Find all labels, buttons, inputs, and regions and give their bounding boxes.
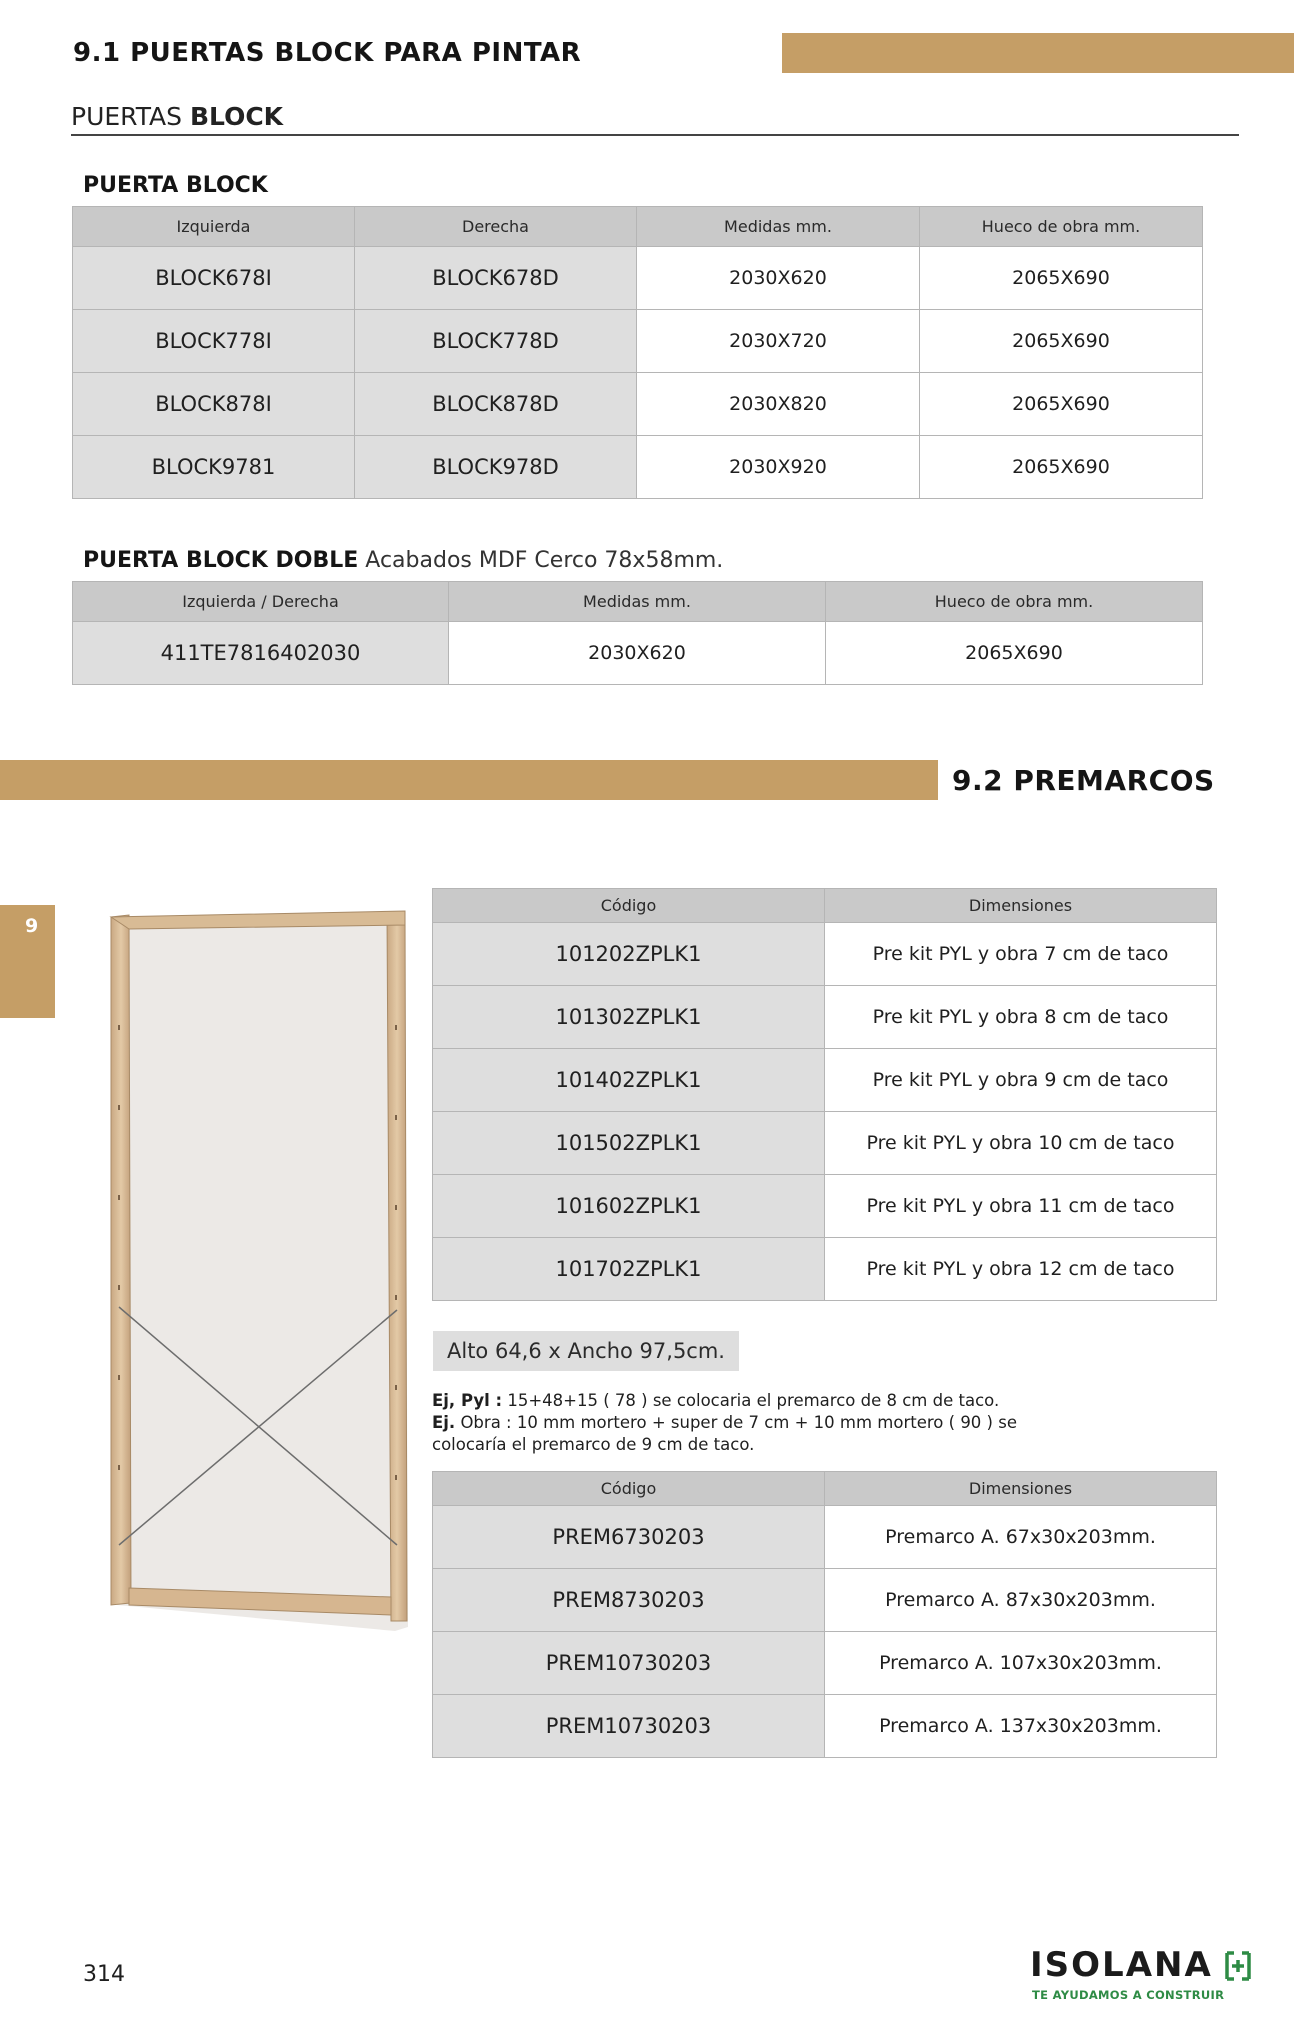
subsection-title [71,102,283,131]
right-code-cell: BLOCK978D [355,436,637,499]
left-code-cell: BLOCK878I [73,373,355,436]
table-row [433,986,1217,1049]
code-cell: 411TE7816402030 [73,622,449,685]
code-cell: PREM8730203 [433,1569,825,1632]
isolana-logo [1030,1945,1230,2005]
dimension-cell: Premarco A. 107x30x203mm. [825,1632,1217,1695]
code-cell: PREM10730203 [433,1695,825,1758]
opening-cell: 2065X690 [920,436,1203,499]
column-header: Dimensiones [825,1472,1217,1506]
premarcos-table [432,1471,1217,1758]
subsection-divider [71,134,1239,136]
left-code-cell: BLOCK778I [73,310,355,373]
table-title-puerta-block: PUERTA BLOCK [83,173,268,198]
logo-tagline: TE AYUDAMOS A CONSTRUIR [1032,1988,1225,2002]
right-code-cell: BLOCK778D [355,310,637,373]
code-cell: 101202ZPLK1 [433,923,825,986]
dimension-cell: Pre kit PYL y obra 11 cm de taco [825,1175,1217,1238]
chapter-number: 9 [25,915,39,937]
code-cell: 101702ZPLK1 [433,1238,825,1301]
example-line-pyl [432,1390,1212,1412]
column-header: Medidas mm. [637,207,920,247]
dimension-cell: Premarco A. 87x30x203mm. [825,1569,1217,1632]
example-label: Ej, Pyl : [432,1391,503,1410]
measure-cell: 2030X820 [637,373,920,436]
table-row [433,1175,1217,1238]
left-code-cell: BLOCK678I [73,247,355,310]
column-header: Código [433,1472,825,1506]
section-accent-bar [0,760,938,800]
size-note-box: Alto 64,6 x Ancho 97,5cm. [433,1331,739,1371]
opening-cell: 2065X690 [920,310,1203,373]
premarco-frame-image [105,905,415,1635]
example-text: Obra : 10 mm mortero + super de 7 cm + 10 mm mortero ( 90 ) se [455,1413,1017,1432]
code-cell: 101402ZPLK1 [433,1049,825,1112]
dimension-cell: Premarco A. 137x30x203mm. [825,1695,1217,1758]
code-cell: 101302ZPLK1 [433,986,825,1049]
table-row [433,1632,1217,1695]
dimension-cell: Pre kit PYL y obra 12 cm de taco [825,1238,1217,1301]
code-cell: 101602ZPLK1 [433,1175,825,1238]
page-number: 314 [83,1962,125,1987]
premarcos-kit-table [432,888,1217,1301]
column-header: Medidas mm. [449,582,826,622]
opening-cell: 2065X690 [920,247,1203,310]
example-note [432,1390,1212,1456]
column-header: Derecha [355,207,637,247]
measure-cell: 2030X920 [637,436,920,499]
chapter-tab [0,905,55,1018]
example-line-obra-cont: colocaría el premarco de 9 cm de taco. [432,1435,755,1454]
example-label: Ej. [432,1413,456,1432]
top-accent-bar [782,33,1294,73]
dimension-cell: Pre kit PYL y obra 9 cm de taco [825,1049,1217,1112]
table-row [433,1049,1217,1112]
table-row [73,247,1203,310]
right-code-cell: BLOCK678D [355,247,637,310]
logo-wordmark: ISOLANA [1030,1945,1213,1985]
measure-cell: 2030X620 [449,622,826,685]
table-row [73,310,1203,373]
table-row [433,1695,1217,1758]
code-cell: 101502ZPLK1 [433,1112,825,1175]
right-code-cell: BLOCK878D [355,373,637,436]
table-row [433,923,1217,986]
dimension-cell: Pre kit PYL y obra 8 cm de taco [825,986,1217,1049]
puerta-block-table [72,206,1203,499]
example-text: 15+48+15 ( 78 ) se colocaria el premarco de 8 cm de taco. [502,1391,1000,1410]
opening-cell: 2065X690 [920,373,1203,436]
table-row [433,1569,1217,1632]
table-row [73,373,1203,436]
column-header: Hueco de obra mm. [826,582,1203,622]
section-title-puertas-block: 9.1 PUERTAS BLOCK PARA PINTAR [73,38,582,68]
table-row [433,1238,1217,1301]
measure-cell: 2030X620 [637,247,920,310]
dimension-cell: Pre kit PYL y obra 10 cm de taco [825,1112,1217,1175]
table-row [433,1112,1217,1175]
dimension-cell: Pre kit PYL y obra 7 cm de taco [825,923,1217,986]
table-row [433,1506,1217,1569]
table-title-bold: PUERTA BLOCK DOBLE [83,548,359,573]
column-header: Hueco de obra mm. [920,207,1203,247]
code-cell: PREM10730203 [433,1632,825,1695]
table-title-light: Acabados MDF Cerco 78x58mm. [358,548,724,573]
code-cell: PREM6730203 [433,1506,825,1569]
opening-cell: 2065X690 [826,622,1203,685]
column-header: Izquierda [73,207,355,247]
subsection-title-bold: BLOCK [189,102,284,131]
left-code-cell: BLOCK9781 [73,436,355,499]
column-header: Dimensiones [825,889,1217,923]
section-title-premarcos: 9.2 PREMARCOS [952,764,1215,797]
table-row [73,436,1203,499]
measure-cell: 2030X720 [637,310,920,373]
table-row [73,622,1203,685]
column-header: Código [433,889,825,923]
subsection-title-light: PUERTAS [71,102,190,131]
logo-plus-icon [1225,1951,1251,1981]
dimension-cell: Premarco A. 67x30x203mm. [825,1506,1217,1569]
column-header: Izquierda / Derecha [73,582,449,622]
puerta-block-doble-table [72,581,1203,685]
example-line-obra [432,1412,1212,1434]
table-title-puerta-block-doble [83,548,723,573]
